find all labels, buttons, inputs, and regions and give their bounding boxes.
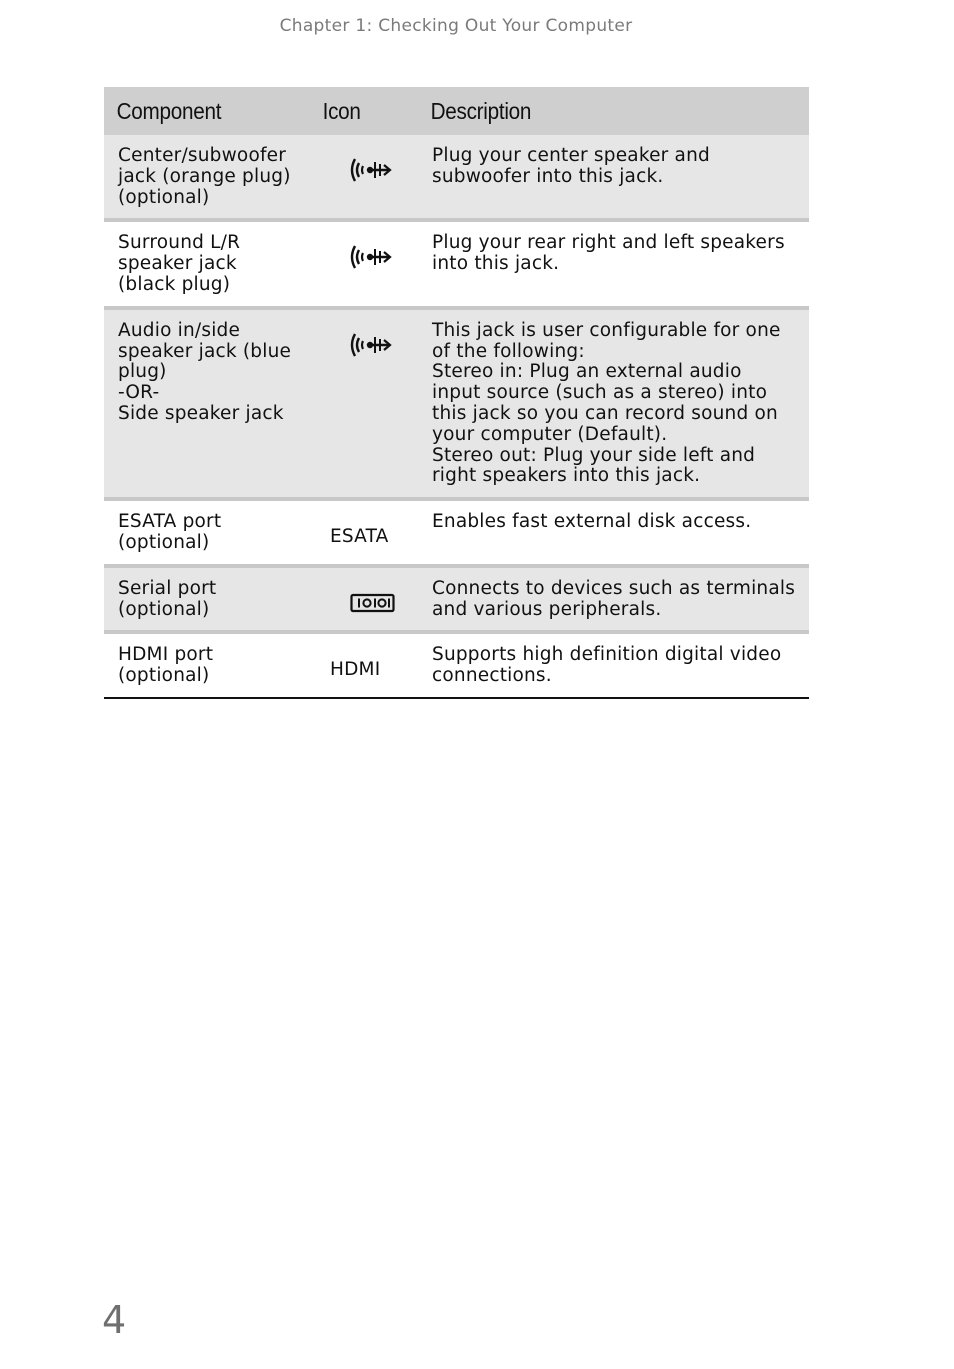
page-number: 4: [102, 1298, 127, 1342]
icon-cell: [310, 220, 418, 307]
description-text: Supports high definition digital video: [432, 644, 782, 666]
table-row: [104, 499, 809, 566]
component-text: Audio in/side: [118, 319, 241, 341]
description-text: input source (such as a stereo) into: [432, 382, 768, 404]
component-text: (optional): [118, 186, 210, 208]
description-text: and various peripherals.: [432, 598, 662, 620]
component-text: Side speaker jack: [118, 402, 284, 424]
description-cell: [418, 220, 809, 307]
description-cell: [418, 308, 809, 499]
description-cell: [418, 566, 809, 633]
component-text: (optional): [118, 531, 210, 553]
table-row: [104, 135, 809, 220]
component-text: jack (orange plug): [118, 165, 291, 187]
table-row: [104, 220, 809, 307]
component-text: (optional): [118, 598, 210, 620]
header-icon: Icon: [322, 97, 361, 124]
component-text: Center/subwoofer: [118, 145, 287, 166]
component-text: speaker jack (blue: [118, 340, 292, 362]
table-row: [104, 566, 809, 633]
component-cell: [104, 632, 310, 698]
component-text: Surround L/R: [118, 232, 241, 254]
component-cell: [104, 499, 310, 566]
icon-cell: [310, 499, 418, 566]
icon-cell: [310, 135, 418, 220]
table-row: [104, 632, 809, 698]
description-text: This jack is user configurable for one: [432, 319, 781, 341]
description-text: Enables fast external disk access.: [432, 511, 752, 533]
table-header-row: [104, 87, 809, 135]
audio-jack-icon: [348, 330, 392, 360]
description-text: Plug your rear right and left speakers: [432, 232, 785, 254]
description-text: Connects to devices such as terminals: [432, 577, 796, 599]
description-text: Plug your center speaker and: [432, 145, 710, 166]
description-text: right speakers into this jack.: [432, 465, 701, 487]
icon-cell: [310, 566, 418, 633]
description-cell: [418, 499, 809, 566]
audio-jack-icon: [348, 155, 392, 185]
table-row: [104, 308, 809, 499]
description-text: your computer (Default).: [432, 423, 668, 445]
description-text: this jack so you can record sound on: [432, 402, 778, 424]
component-text: ESATA port: [118, 511, 222, 533]
component-cell: [104, 566, 310, 633]
component-text: speaker jack: [118, 253, 237, 275]
component-cell: [104, 135, 310, 220]
description-cell: [418, 135, 809, 220]
description-cell: [418, 632, 809, 698]
component-text: Serial port: [118, 577, 217, 599]
component-text: -OR-: [118, 382, 160, 404]
component-cell: [104, 308, 310, 499]
component-text: HDMI port: [118, 644, 214, 666]
hdmi-label: HDMI: [330, 659, 381, 681]
description-text: Stereo in: Plug an external audio: [432, 361, 742, 383]
header-component: Component: [116, 97, 222, 124]
component-text: (optional): [118, 665, 210, 687]
header-description: Description: [430, 97, 532, 124]
esata-label: ESATA: [330, 526, 389, 548]
component-cell: [104, 220, 310, 307]
running-header: Chapter 1: Checking Out Your Computer: [279, 16, 633, 36]
description-text: connections.: [432, 665, 552, 687]
icon-cell: [310, 308, 418, 499]
description-text: into this jack.: [432, 253, 560, 275]
components-table: [104, 87, 809, 699]
description-text: Stereo out: Plug your side left and: [432, 444, 756, 466]
serial-port-icon: [350, 592, 395, 614]
component-text: plug): [118, 361, 167, 383]
description-text: subwoofer into this jack.: [432, 165, 664, 187]
description-text: of the following:: [432, 340, 585, 362]
audio-jack-icon: [348, 242, 392, 272]
component-text: (black plug): [118, 273, 231, 295]
icon-cell: [310, 632, 418, 698]
